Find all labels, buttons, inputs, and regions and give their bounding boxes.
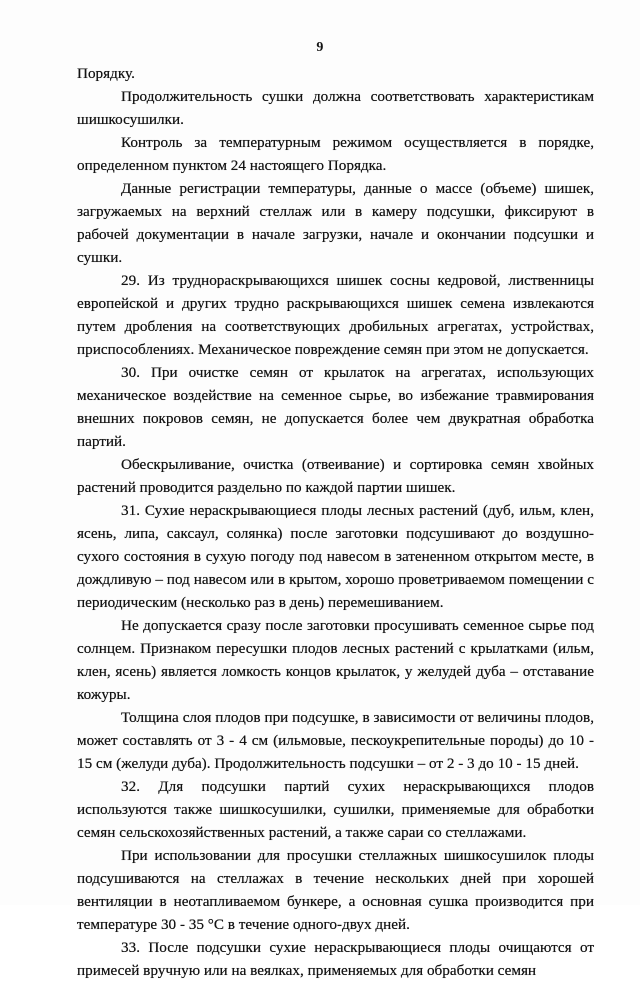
page-number: 9: [316, 40, 324, 55]
paragraph-item-30: 30. При очистке семян от крылаток на агрегатах, использующих механическое воздействие на семенное сырье, во избежание травмирования внешних покровов семян, не допускается более чем двукратная обработка партий.: [77, 364, 594, 450]
paragraph: При использовании для просушки стеллажных шишкосушилок плоды подсушиваются на стеллажах в течение нескольких дней при хорошей вентиляции в неотапливаемом бункере, а основная сушка производится при температуре 30 - 35 °С в течение одного-двух дней.: [77, 847, 594, 933]
paragraph: Продолжительность сушки должна соответствовать характеристикам шишкосушилки.: [77, 88, 594, 128]
paragraph: Данные регистрации температуры, данные о массе (объеме) шишек, загружаемых на верхний стеллаж или в камеру подсушки, фиксируют в рабочей документации в начале загрузки, начале и окончании подсушки и сушки.: [77, 180, 594, 266]
paragraph-continuation: Порядку.: [77, 65, 135, 82]
paragraph-item-33: 33. После подсушки сухие нераскрывающиеся плоды очищаются от примесей вручную или на веялках, применяемых для обработки семян: [77, 939, 594, 979]
paragraph: Обескрыливание, очистка (отвеивание) и сортировка семян хвойных растений проводится раздельно по каждой партии шишек.: [77, 456, 594, 496]
paragraph-item-31: 31. Сухие нераскрывающиеся плоды лесных растений (дуб, ильм, клен, ясень, липа, саксаул, солянка) после заготовки подсушивают до воздушно-сухого состояния в сухую погоду под навесом в затененном открытом месте, в дождливую – под навесом или в крытом, хорошо проветриваемом помещении с периодическим (несколько раз в день) перемешиванием.: [77, 502, 594, 611]
paragraph: Не допускается сразу после заготовки просушивать семенное сырье под солнцем. Признаком пересушки плодов лесных растений с крылатками (ильм, клен, ясень) является ломкость концов крылаток, у желудей дуба – отставание кожуры.: [77, 617, 594, 703]
paragraph: Контроль за температурным режимом осуществляется в порядке, определенном пунктом 24 настоящего Порядка.: [77, 134, 594, 174]
paragraph-item-29: 29. Из труднораскрывающихся шишек сосны кедровой, лиственницы европейской и других трудно раскрывающихся шишек семена извлекаются путем дробления на соответствующих дробильных агрегатах, устройствах, приспособлениях. Механическое повреждение семян при этом не допускается.: [77, 272, 594, 358]
paragraph: Толщина слоя плодов при подсушке, в зависимости от величины плодов, может составлять от 3 - 4 см (ильмовые, пескоукрепительные породы) до 10 - 15 см (желуди дуба). Продолжительность подсушки – от 2 - 3 до 10 - 15 дней.: [77, 709, 594, 772]
paragraph-item-32: 32. Для подсушки партий сухих нераскрывающихся плодов используются также шишкосушилки, сушилки, применяемые для обработки семян сельскохозяйственных растений, а также сараи со стеллажами.: [77, 778, 594, 841]
document-body: [77, 62, 594, 982]
